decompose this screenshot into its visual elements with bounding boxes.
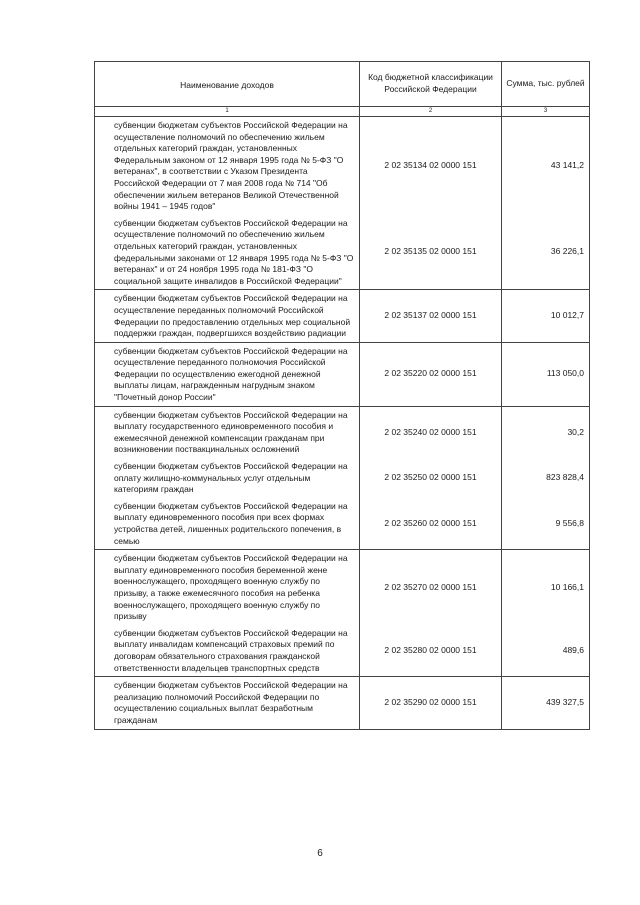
budget-code-cell: 2 02 35135 02 0000 151 <box>360 215 502 290</box>
table-row <box>95 677 590 729</box>
income-name-cell: субвенции бюджетам субъектов Российской Федерации на выплату единовременного пособия при всех формах устройства детей, лишенных родительского попечения, в семью <box>95 498 360 550</box>
income-name-cell: субвенции бюджетам субъектов Российской Федерации на оплату жилищно-коммунальных услуг отдельным категориям граждан <box>95 458 360 498</box>
income-name-cell: субвенции бюджетам субъектов Российской Федерации на выплату единовременного пособия беременной жене военнослужащего, проходящего военную службу по призыву, а также ежемесячного пособия на ребенка военнослужащего, проходящего военную службу по призыву <box>95 550 360 625</box>
column-number: 3 <box>502 107 590 117</box>
table-row <box>95 215 590 290</box>
table-row <box>95 625 590 677</box>
income-name-cell: субвенции бюджетам субъектов Российской Федерации на осуществление полномочий по обеспечению жильем отдельных категорий граждан, установленных Федеральным законом от 12 января 1995 года № 5-ФЗ "О ветеранах", в соответствии с Указом Президента Российской Федерации от 7 мая 2008 года № 714 "Об обеспечении жильем ветеранов Великой Отечественной войны 1941 – 1945 годов" <box>95 117 360 215</box>
income-name-cell: субвенции бюджетам субъектов Российской Федерации на осуществление переданных полномочий Российской Федерации по предоставлению отдельных мер социальной поддержки граждан, подвергшихся воздействию радиации <box>95 290 360 342</box>
header-budget-code: Код бюджетной классификации Российской Федерации <box>360 62 502 107</box>
column-number-row <box>95 107 590 117</box>
budget-code-cell: 2 02 35134 02 0000 151 <box>360 117 502 215</box>
page-number: 6 <box>317 848 323 859</box>
income-table <box>94 61 590 730</box>
header-sum: Сумма, тыс. рублей <box>502 62 590 107</box>
sum-cell: 30,2 <box>502 406 590 458</box>
table-row <box>95 290 590 342</box>
income-name-cell: субвенции бюджетам субъектов Российской Федерации на осуществление полномочий по обеспечению жильем отдельных категорий граждан, установленных федеральными законами от 12 января 1995 года № 5-ФЗ "О ветеранах" и от 24 ноября 1995 года № 181-ФЗ "О социальной защите инвалидов в Российской Федерации" <box>95 215 360 290</box>
budget-code-cell: 2 02 35240 02 0000 151 <box>360 406 502 458</box>
budget-code-cell: 2 02 35260 02 0000 151 <box>360 498 502 550</box>
table-row <box>95 117 590 215</box>
sum-cell: 823 828,4 <box>502 458 590 498</box>
income-name-cell: субвенции бюджетам субъектов Российской Федерации на выплату инвалидам компенсаций страховых премий по договорам обязательного страхования гражданской ответственности владельцев транспортных средств <box>95 625 360 677</box>
income-name-cell: субвенции бюджетам субъектов Российской Федерации на выплату государственного единовременного пособия и ежемесячной денежной компенсации гражданам при возникновении поствакцинальных осложнений <box>95 406 360 458</box>
sum-cell: 36 226,1 <box>502 215 590 290</box>
sum-cell: 439 327,5 <box>502 677 590 729</box>
header-income-name: Наименование доходов <box>95 62 360 107</box>
table-row <box>95 498 590 550</box>
income-name-cell: субвенции бюджетам субъектов Российской Федерации на реализацию полномочий Российской Федерации по осуществлению социальных выплат безработным гражданам <box>95 677 360 729</box>
sum-cell: 113 050,0 <box>502 342 590 406</box>
sum-cell: 10 012,7 <box>502 290 590 342</box>
sum-cell: 9 556,8 <box>502 498 590 550</box>
table-body <box>95 117 590 730</box>
sum-cell: 10 166,1 <box>502 550 590 625</box>
table-row <box>95 550 590 625</box>
column-number: 1 <box>95 107 360 117</box>
sum-cell: 43 141,2 <box>502 117 590 215</box>
sum-cell: 489,6 <box>502 625 590 677</box>
table-row <box>95 342 590 406</box>
table-row <box>95 458 590 498</box>
budget-code-cell: 2 02 35220 02 0000 151 <box>360 342 502 406</box>
table-header-row <box>95 62 590 107</box>
income-name-cell: субвенции бюджетам субъектов Российской Федерации на осуществление переданного полномочия Российской Федерации по осуществлению ежегодной денежной выплаты лицам, награжденным нагрудным знаком "Почетный донор России" <box>95 342 360 406</box>
budget-code-cell: 2 02 35270 02 0000 151 <box>360 550 502 625</box>
column-number: 2 <box>360 107 502 117</box>
budget-code-cell: 2 02 35280 02 0000 151 <box>360 625 502 677</box>
table-row <box>95 406 590 458</box>
budget-code-cell: 2 02 35137 02 0000 151 <box>360 290 502 342</box>
budget-code-cell: 2 02 35250 02 0000 151 <box>360 458 502 498</box>
budget-code-cell: 2 02 35290 02 0000 151 <box>360 677 502 729</box>
